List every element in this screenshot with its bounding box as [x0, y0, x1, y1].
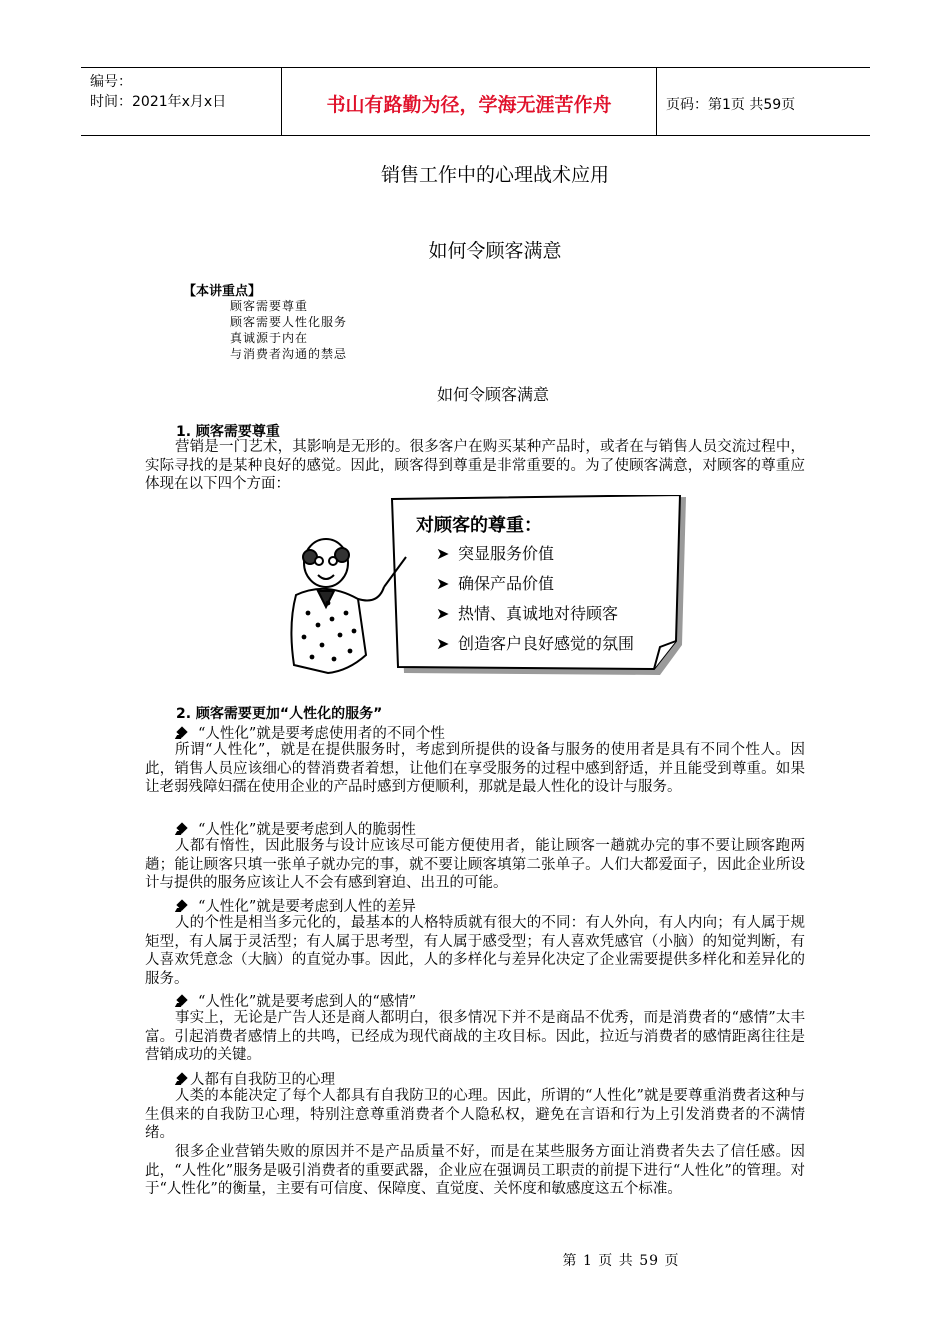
document-title: 销售工作中的心理战术应用	[380, 164, 609, 186]
bullet-item	[176, 722, 445, 743]
header-divider-right	[656, 67, 657, 136]
bullet-text: “人性化”就是要考虑到人性的差异	[198, 899, 416, 915]
illustration-item: 确保产品价值	[458, 574, 555, 593]
paragraph-text: 人都有惰性，因此服务与设计应该尽可能方便使用者，能让顾客一趟就办完的事不要让顾客跑两趟；能让顾客只填一张单子就办完的事，就不要让顾客填第二张单子。人们大都爱面子，因此企业所设计与提供的服务应该让人不会有感到窘迫、出丑的可能。	[145, 838, 805, 892]
section2-paragraph	[145, 837, 805, 893]
page-info: 页码：第1页 共59页	[666, 97, 796, 113]
bullet-text: “人性化”就是要考虑到人的脆弱性	[198, 822, 416, 838]
diamond-bullet-icon	[176, 1073, 188, 1085]
section-title: 如何令顾客满意	[436, 385, 549, 404]
bullet-text: 人都有自我防卫的心理	[190, 1072, 335, 1088]
paragraph-text: 营销是一门艺术，其影响是无形的。很多客户在购买某种产品时，或者在与销售人员交流过程中，实际寻找的是某种良好的感觉。因此，顾客得到尊重是非常重要的。为了使顾客满意，对顾客的尊重应体现在以下四个方面：	[145, 439, 805, 493]
time-label: 时间：2021年x月x日	[90, 94, 227, 110]
diamond-bullet-icon	[176, 727, 188, 739]
bullet-item	[176, 818, 416, 839]
section2-paragraph	[145, 741, 805, 797]
section1-paragraph	[145, 438, 805, 494]
illustration-item: 热情、真诚地对待顾客	[458, 604, 619, 623]
bullet-item	[176, 990, 416, 1011]
section2-paragraph	[145, 914, 805, 988]
header-top-rule	[81, 67, 870, 68]
illustration-item: 创造客户良好感觉的氛围	[458, 634, 635, 653]
illustration-title: 对顾客的尊重：	[416, 515, 542, 536]
section1-heading: 1. 顾客需要尊重	[176, 424, 280, 440]
chevron-right-icon: ➤	[436, 634, 450, 653]
key-point-item: 顾客需要人性化服务	[230, 315, 348, 329]
chevron-right-icon: ➤	[436, 604, 450, 623]
bullet-item	[176, 1068, 335, 1089]
respect-illustration	[288, 495, 688, 685]
paragraph-text: 人类的本能决定了每个人都具有自我防卫的心理。因此，所谓的“人性化”就是要尊重消费者这种与生俱来的自我防卫心理，特别注意尊重消费者个人隐私权，避免在言语和行为上引发消费者的不满情绪。	[145, 1088, 805, 1142]
chevron-right-icon: ➤	[436, 574, 450, 593]
paragraph-text: 很多企业营销失败的原因并不是产品质量不好，而是在某些服务方面让消费者失去了信任感。因此，“人性化”服务是吸引消费者的重要武器，企业应在强调员工职责的前提下进行“人性化”的管理。对于“人性化”的衡量，主要有可信度、保障度、直觉度、关怀度和敏感度这五个标准。	[145, 1144, 805, 1198]
diamond-bullet-icon	[176, 823, 188, 835]
bullet-text: “人性化”就是要考虑使用者的不同个性	[198, 726, 445, 742]
paragraph-text: 事实上，无论是广告人还是商人都明白，很多情况下并不是商品不优秀，而是消费者的“感情”太丰富。引起消费者感情上的共鸣，已经成为现代商战的主攻目标。因此，拉近与消费者的感情距离往往是营销成功的关键。	[145, 1010, 805, 1064]
key-points-label: 【本讲重点】	[183, 284, 262, 299]
section2-closing	[145, 1143, 805, 1199]
header-meta	[90, 72, 226, 112]
professor-figure-icon	[291, 539, 406, 673]
bullet-item	[176, 895, 416, 916]
illustration-item: 突显服务价值	[458, 544, 555, 563]
bullet-text: “人性化”就是要考虑到人的“感情”	[198, 994, 417, 1010]
diamond-bullet-icon	[176, 900, 188, 912]
header-motto: 书山有路勤为径，学海无涯苦作舟	[326, 94, 612, 116]
chevron-right-icon: ➤	[436, 544, 450, 563]
section2-paragraph	[145, 1087, 805, 1143]
section2-heading: 2. 顾客需要更加“人性化的服务”	[176, 706, 383, 722]
key-point-item: 真诚源于内在	[230, 331, 309, 345]
header-bottom-rule	[81, 135, 870, 136]
key-point-item: 与消费者沟通的禁忌	[230, 347, 348, 361]
paragraph-text: 人的个性是相当多元化的，最基本的人格特质就有很大的不同：有人外向，有人内向；有人属于规矩型，有人属于灵活型；有人属于思考型，有人属于感受型；有人喜欢凭感官（小脑）的知觉判断，有人喜欢凭意念（大脑）的直觉办事。因此，人的多样化与差异化决定了企业需要提供多样化和差异化的服务。	[145, 915, 805, 987]
section2-paragraph	[145, 1009, 805, 1065]
page-footer: 第 1 页 共 59 页	[562, 1253, 680, 1269]
paragraph-text: 所谓“人性化”，就是在提供服务时，考虑到所提供的设备与服务的使用者是具有不同个性人。因此，销售人员应该细心的替消费者着想，让他们在享受服务的过程中感到舒适，并且能受到尊重。如果让老弱残障妇孺在使用企业的产品时感到方便顺利，那就是最人性化的设计与服务。	[145, 742, 805, 796]
key-point-item: 顾客需要尊重	[230, 299, 309, 313]
document-subtitle: 如何令顾客满意	[428, 240, 562, 262]
number-label: 编号：	[90, 74, 132, 90]
diamond-bullet-icon	[176, 995, 188, 1007]
